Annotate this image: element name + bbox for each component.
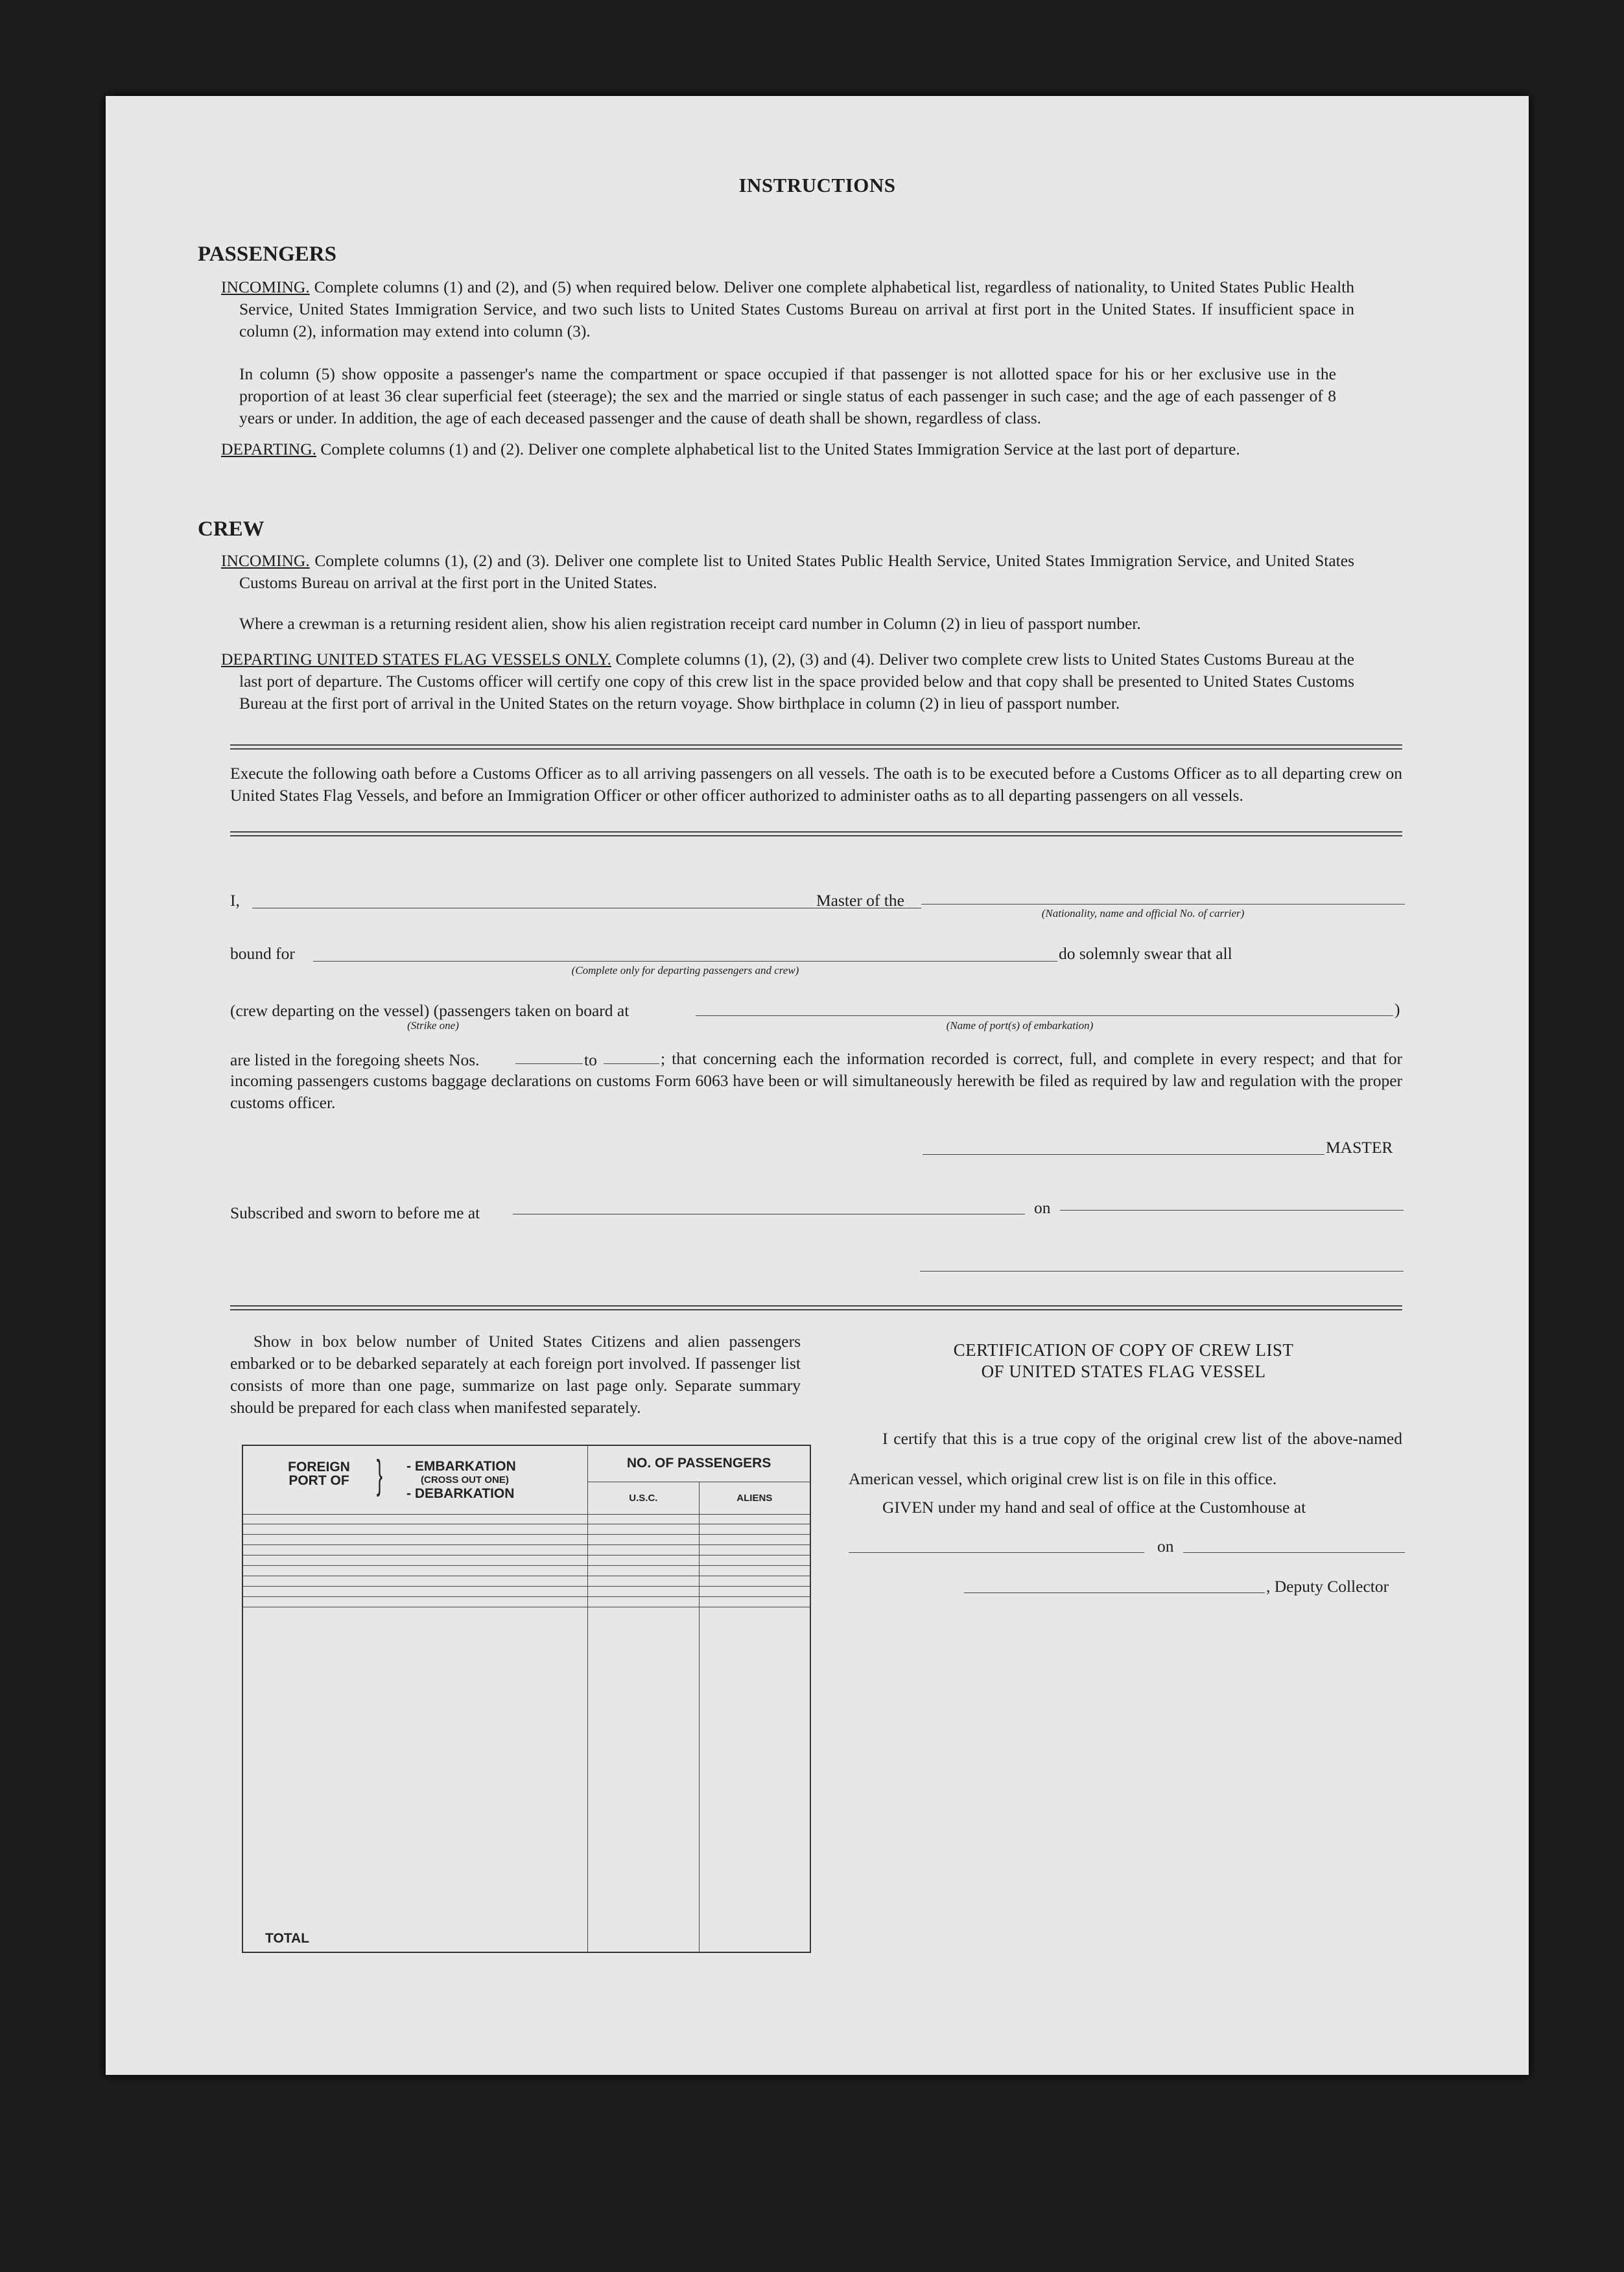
total-label: TOTAL (242, 1607, 588, 1952)
table-row (242, 1596, 810, 1607)
aliens-total-cell[interactable] (699, 1607, 810, 1952)
master-label: MASTER (1326, 1138, 1393, 1157)
port-cell[interactable] (242, 1514, 588, 1524)
sheets-prefix-label: are listed in the foregoing sheets Nos. (230, 1050, 480, 1069)
passengers-column5-paragraph: In column (5) show opposite a passenger's name the compartment or space occupied if that passenger is not allotted space for his or her exclusive use in the proportion of at least 36 clear superficial feet (steerage); the sex and the married or single status of each passenger in such case; and the age of each passenger of 8 years or under. In addition, the age of each deceased passenger and the cause of death shall be shown, regardless of class. (239, 364, 1336, 427)
crew-incoming-text: Complete columns (1), (2) and (3). Deliver one complete list to United States Public Health Service, United States Immigration Service, and United States Customs Bureau on arrival at the first port in the United States. (239, 551, 1354, 592)
usc-header: U.S.C. (588, 1482, 699, 1514)
carrier-field[interactable] (921, 904, 1405, 905)
page-title: INSTRUCTIONS (738, 174, 896, 196)
officer-signature-field[interactable] (920, 1271, 1404, 1272)
aliens-cell[interactable] (699, 1535, 810, 1545)
sworn-on-label: on (1034, 1198, 1051, 1217)
total-row (242, 1607, 810, 1952)
table-row (242, 1535, 810, 1545)
given-paragraph: GIVEN under my hand and seal of office at the Customhouse at (882, 1498, 1306, 1517)
embarkation-label: - EMBARKATION (406, 1459, 516, 1474)
aliens-cell[interactable] (699, 1524, 810, 1535)
port-cell[interactable] (242, 1556, 588, 1566)
usc-cell[interactable] (588, 1514, 699, 1524)
usc-cell[interactable] (588, 1565, 699, 1576)
port-cell[interactable] (242, 1576, 588, 1586)
crew-departing-label: (crew departing on the vessel) (passengers taken on board at (230, 1001, 630, 1020)
passengers-departing-label: DEPARTING. (221, 440, 316, 458)
port-cell[interactable] (242, 1565, 588, 1576)
usc-total-cell[interactable] (588, 1607, 699, 1952)
passengers-incoming-text: Complete columns (1) and (2), and (5) when required below. Deliver one complete alphabetical list, regardless of nationality, to United States Public Health Service, United States Immigration Service, and two such lists to United States Customs Bureau on arrival at first port in the United States. If insufficient space in column (2), information may extend into column (3). (239, 278, 1354, 340)
section-divider (230, 1305, 1402, 1310)
oath-statement-paragraph: ; that concerning each the information recorded is correct, full, and complete in every respect; and that for incoming passengers customs baggage declarations on customs Form 6063 have been or will simultaneously herewith be filed as required by law and regulation with the proper customs officer. (230, 1049, 1402, 1112)
deputy-signature-field[interactable] (964, 1592, 1265, 1593)
summary-instructions: Show in box below number of United States Citizens and alien passengers embarked or to be debarked separately at each foreign port involved. If passenger list consists of more than one page, summarize on last page only. Separate summary should be prepared for each class when manifested separately. (230, 1332, 801, 1417)
complete-only-caption: (Complete only for departing passengers and crew) (571, 964, 799, 976)
aliens-cell[interactable] (699, 1545, 810, 1556)
strike-one-caption: (Strike one) (407, 1019, 459, 1032)
certification-heading (845, 1340, 1402, 1382)
table-row (242, 1556, 810, 1566)
cross-out-one-label: (CROSS OUT ONE) (421, 1474, 509, 1485)
certification-heading-line2: OF UNITED STATES FLAG VESSEL (981, 1362, 1266, 1381)
usc-cell[interactable] (588, 1545, 699, 1556)
crew-flag-text: Complete columns (1), (2), (3) and (4). Deliver two complete crew lists to United States Customs Bureau at the last port of departure. The Customs officer will certify one copy of this crew list in the space provided below and that copy shall be presented to United States Customs Bureau at the first port of arrival in the United States on the return voyage. Show birthplace in column (2) in lieu of passport number. (239, 650, 1354, 713)
table-row (242, 1545, 810, 1556)
foreign-port-header (242, 1445, 588, 1514)
usc-cell[interactable] (588, 1556, 699, 1566)
document-page (106, 96, 1529, 2075)
aliens-cell[interactable] (699, 1514, 810, 1524)
aliens-cell[interactable] (699, 1596, 810, 1607)
port-caption: (Name of port(s) of embarkation) (946, 1019, 1094, 1032)
passengers-incoming-label: INCOMING. (221, 278, 310, 296)
crew-flag-label: DEPARTING UNITED STATES FLAG VESSELS ONLY. (221, 650, 611, 669)
passenger-summary-table (242, 1445, 811, 1953)
foreign-port-label: FOREIGN PORT OF (288, 1460, 350, 1488)
port-cell[interactable] (242, 1545, 588, 1556)
usc-cell[interactable] (588, 1535, 699, 1545)
sworn-date-field[interactable] (1060, 1210, 1404, 1211)
port-cell[interactable] (242, 1586, 588, 1596)
usc-cell[interactable] (588, 1596, 699, 1607)
aliens-cell[interactable] (699, 1576, 810, 1586)
port-cell[interactable] (242, 1535, 588, 1545)
close-paren: ) (1395, 1000, 1400, 1019)
sheets-to-label: to (584, 1050, 597, 1069)
aliens-cell[interactable] (699, 1586, 810, 1596)
crew-flag-paragraph (221, 648, 1354, 715)
aliens-header: ALIENS (699, 1482, 810, 1514)
oath-intro-paragraph: Execute the following oath before a Customs Officer as to all arriving passengers on all vessels. The oath is to be executed before a Customs Officer as to all departing crew on United States Flag Vessels, and before an Immigration Officer or other officer authorized to administer oaths as to all departing passengers on all vessels. (230, 764, 1402, 805)
swear-label: do solemnly swear that all (1059, 944, 1232, 963)
port-cell[interactable] (242, 1524, 588, 1535)
section-divider (230, 831, 1402, 836)
usc-cell[interactable] (588, 1576, 699, 1586)
crew-heading: CREW (198, 517, 265, 541)
section-divider (230, 744, 1402, 750)
customhouse-field[interactable] (849, 1552, 1144, 1553)
table-row (242, 1576, 810, 1586)
passengers-heading: PASSENGERS (198, 243, 336, 266)
certification-heading-line1: CERTIFICATION OF COPY OF CREW LIST (953, 1340, 1294, 1360)
master-signature-field[interactable] (923, 1154, 1324, 1155)
passengers-incoming-paragraph (221, 276, 1354, 342)
certification-on-label: on (1157, 1537, 1174, 1556)
crew-resident-paragraph: Where a crewman is a returning resident alien, show his alien registration receipt card number in Column (2) in lieu of passport number. (239, 614, 1141, 633)
usc-cell[interactable] (588, 1586, 699, 1596)
table-row (242, 1565, 810, 1576)
embarkation-port-field[interactable] (696, 1015, 1393, 1016)
bound-for-label: bound for (230, 944, 295, 963)
table-row (242, 1586, 810, 1596)
brace-icon: } (376, 1452, 383, 1497)
passengers-departing-paragraph (221, 438, 1354, 460)
bound-for-field[interactable] (313, 961, 1057, 962)
nationality-caption: (Nationality, name and official No. of carrier) (1041, 907, 1245, 919)
port-cell[interactable] (242, 1596, 588, 1607)
aliens-cell[interactable] (699, 1556, 810, 1566)
master-of-label: Master of the (816, 891, 904, 910)
oath-i-label: I, (230, 891, 240, 910)
table-row (242, 1524, 810, 1535)
crew-incoming-label: INCOMING. (221, 551, 310, 570)
certification-date-field[interactable] (1183, 1552, 1405, 1553)
passengers-departing-text: Complete columns (1) and (2). Deliver one complete alphabetical list to the United States Immigration Service at the last port of departure. (316, 440, 1240, 458)
usc-cell[interactable] (588, 1524, 699, 1535)
table-row (242, 1514, 810, 1524)
deputy-collector-label: , Deputy Collector (1266, 1577, 1389, 1596)
debarkation-label: - DEBARKATION (406, 1486, 515, 1501)
aliens-cell[interactable] (699, 1565, 810, 1576)
crew-incoming-paragraph (221, 550, 1354, 594)
sworn-label: Subscribed and sworn to before me at (230, 1203, 480, 1222)
no-of-passengers-header: NO. OF PASSENGERS (588, 1445, 810, 1482)
certify-paragraph: I certify that this is a true copy of the original crew list of the above-named American vessel, which original crew list is on file in this office. (849, 1429, 1402, 1488)
